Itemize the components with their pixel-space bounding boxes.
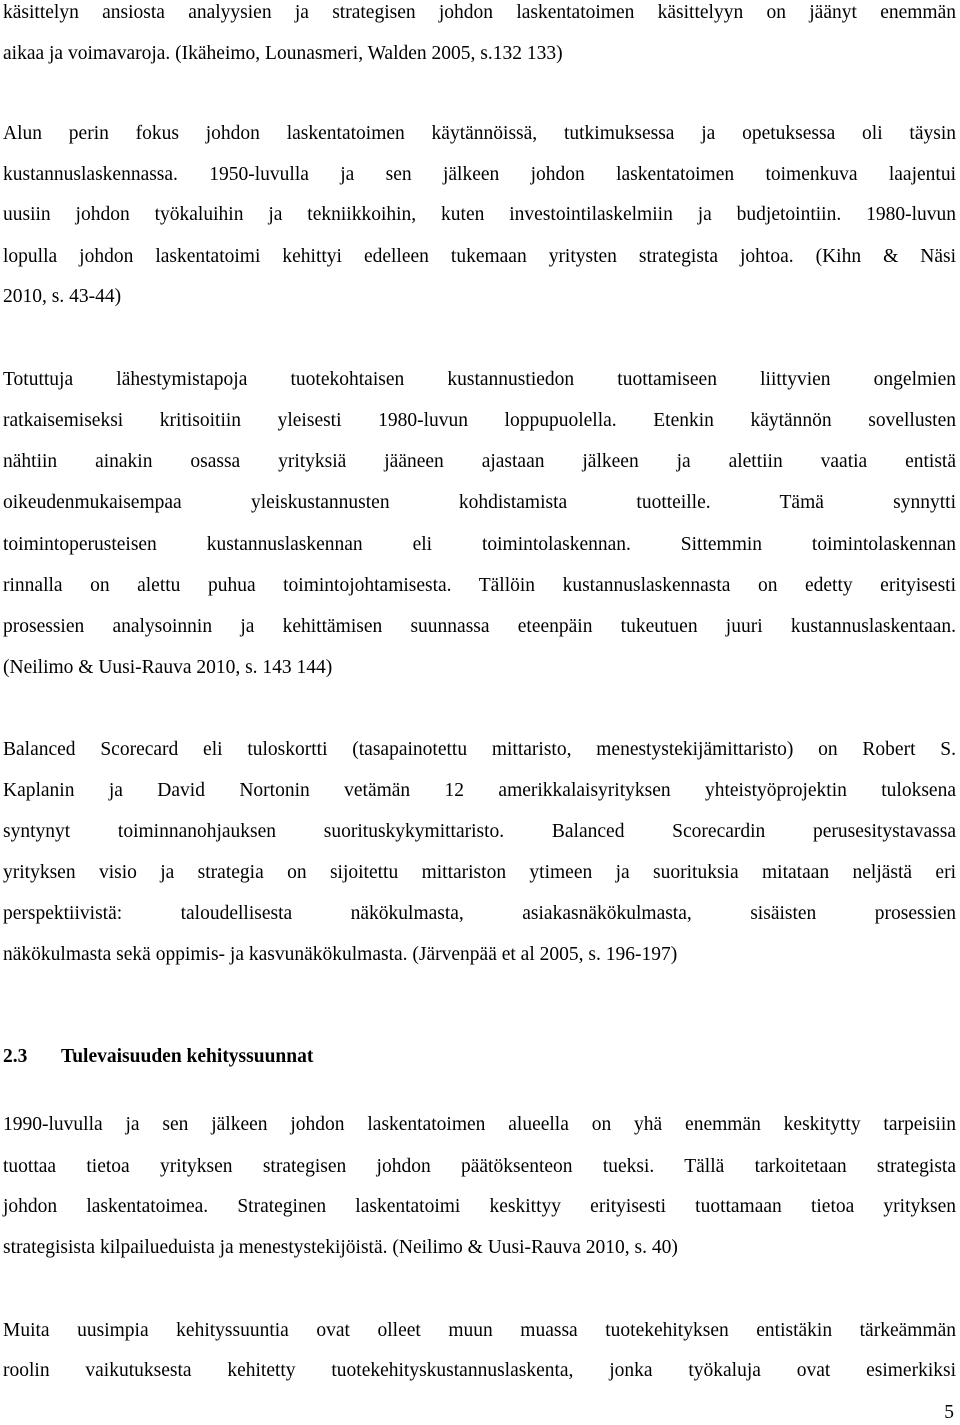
section-heading xyxy=(3,1045,313,1069)
text-line: tuottaa tietoa yrityksen strategisen johdon päätöksenteon tueksi. Tällä tarkoitetaan strategista xyxy=(3,1156,956,1177)
text-line: Muita uusimpia kehityssuuntia ovat olleet muun muassa tuotekehityksen entistäkin tärkeämmän xyxy=(3,1320,956,1341)
text-line: uusiin johdon työkaluihin ja tekniikkoihin, kuten investointilaskelmiin ja budjetointiin. 1980-luvun xyxy=(3,204,956,225)
text-line: aikaa ja voimavaroja. (Ikäheimo, Lounasmeri, Walden 2005, s.132 133) xyxy=(3,43,563,64)
page-number: 5 xyxy=(944,1402,954,1423)
text-line: kustannuslaskennassa. 1950-luvulla ja sen jälkeen johdon laskentatoimen toimenkuva laajentui xyxy=(3,164,956,185)
section-number: 2.3 xyxy=(3,1046,28,1067)
text-line: perspektiivistä: taloudellisesta näkökulmasta, asiakasnäkökulmasta, sisäisten prosessien xyxy=(3,903,956,924)
text-line: Totuttuja lähestymistapoja tuotekohtaisen kustannustiedon tuottamiseen liittyvien ongelmien xyxy=(3,369,956,390)
text-line: käsittelyn ansiosta analyysien ja strategisen johdon laskentatoimen käsittelyyn on jäänyt enemmän xyxy=(3,2,956,23)
text-line: (Neilimo & Uusi-Rauva 2010, s. 143 144) xyxy=(3,657,333,678)
text-line: ratkaisemiseksi kritisoitiin yleisesti 1980-luvun loppupuolella. Etenkin käytännön sovellusten xyxy=(3,410,956,431)
text-line: 1990-luvulla ja sen jälkeen johdon laskentatoimen alueella on yhä enemmän keskitytty tarpeisiin xyxy=(3,1114,956,1135)
text-line: näkökulmasta sekä oppimis- ja kasvunäkökulmasta. (Järvenpää et al 2005, s. 196-197) xyxy=(3,944,678,965)
text-line: Alun perin fokus johdon laskentatoimen käytännöissä, tutkimuksessa ja opetuksessa oli täysin xyxy=(3,123,956,144)
text-line: roolin vaikutuksesta kehitetty tuotekehityskustannuslaskenta, jonka työkaluja ovat esimerkiksi xyxy=(3,1360,956,1381)
text-line: strategisista kilpailueduista ja menestystekijöistä. (Neilimo & Uusi-Rauva 2010, s. 40) xyxy=(3,1237,678,1258)
text-line: oikeudenmukaisempaa yleiskustannusten kohdistamista tuotteille. Tämä synnytti xyxy=(3,492,956,513)
text-line: nähtiin ainakin osassa yrityksiä jääneen ajastaan jälkeen ja alettiin vaatia entistä xyxy=(3,451,956,472)
text-line: yrityksen visio ja strategia on sijoitettu mittariston ytimeen ja suorituksia mitataan neljästä eri xyxy=(3,862,956,883)
text-line: prosessien analysoinnin ja kehittämisen suunnassa eteenpäin tukeutuen juuri kustannuslaskentaan. xyxy=(3,616,956,637)
text-line: toimintoperusteisen kustannuslaskennan eli toimintolaskennan. Sittemmin toimintolaskennan xyxy=(3,534,956,555)
section-title: Tulevaisuuden kehityssuunnat xyxy=(61,1046,314,1067)
text-line: rinnalla on alettu puhua toimintojohtamisesta. Tällöin kustannuslaskennasta on edetty erityisesti xyxy=(3,575,956,596)
text-line: Balanced Scorecard eli tuloskortti (tasapainotettu mittaristo, menestystekijämittaristo) on Robert S. xyxy=(3,739,956,760)
text-line: Kaplanin ja David Nortonin vetämän 12 amerikkalaisyrityksen yhteistyöprojektin tuloksena xyxy=(3,780,956,801)
text-line: 2010, s. 43-44) xyxy=(3,286,122,307)
text-line: syntynyt toiminnanohjauksen suorituskykymittaristo. Balanced Scorecardin perusesitystavassa xyxy=(3,821,956,842)
text-line: johdon laskentatoimea. Strateginen laskentatoimi keskittyy erityisesti tuottamaan tietoa yrityksen xyxy=(3,1196,956,1217)
text-line: lopulla johdon laskentatoimi kehittyi edelleen tukemaan yritysten strategista johtoa. (Kihn & Näsi xyxy=(3,246,956,267)
